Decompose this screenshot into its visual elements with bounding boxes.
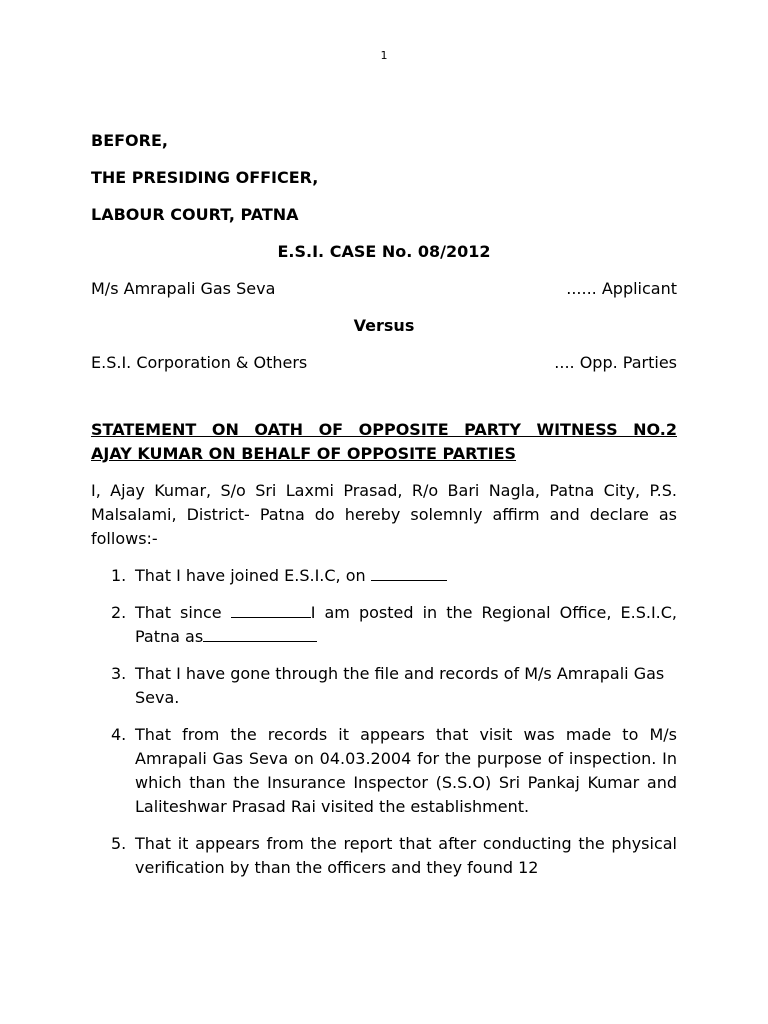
item-text: That it appears from the report that after conducting the physical verification by than the officers and they found 12 [135,834,677,877]
list-item [111,564,677,588]
item-text: That from the records it appears that visit was made to M/s Amrapali Gas Seva on 04.03.2004 for the purpose of inspection. In which than the Insurance Inspector (S.S.O) Sri Pankaj Kumar and Laliteshwar Prasad Rai visited the establishment. [135,725,677,816]
document-body [91,129,677,893]
blank-line [231,601,311,618]
item-text: I am posted in the Regional Office, E.S.I.C, Patna as [135,603,678,646]
applicant-name: M/s Amrapali Gas Seva [91,279,276,298]
applicant-role: ...... Applicant [566,279,677,298]
case-number: E.S.I. CASE No. 08/2012 [277,242,491,261]
item-text: That I have gone through the file and records of M/s Amrapali Gas Seva. [135,664,665,707]
opp-party-name: E.S.I. Corporation & Others [91,353,308,372]
versus-label: Versus [353,316,415,335]
item-text: That since [135,603,231,622]
list-item [111,662,677,710]
item-number: 3. [111,664,127,683]
statement-heading [91,418,677,466]
heading-line-1: STATEMENT ON OATH OF OPPOSITE PARTY WITNESS NO.2 [91,420,677,439]
opp-party-row [91,351,677,375]
applicant-row [91,277,677,301]
item-number: 2. [111,603,127,622]
blank-line [371,564,447,581]
page-number: 1 [380,49,388,62]
heading-line-2: AJAY KUMAR ON BEHALF OF OPPOSITE PARTIES [91,444,517,463]
item-text: That I have joined E.S.I.C, on [135,566,371,585]
item-number: 4. [111,725,127,744]
blank-line [203,625,317,642]
list-item [111,601,678,649]
header-before: BEFORE, [91,131,168,150]
header-officer: THE PRESIDING OFFICER, [91,168,319,187]
list-item [111,723,677,819]
statement-list [91,564,677,880]
opp-party-role: .... Opp. Parties [554,353,677,372]
item-number: 5. [111,834,127,853]
intro-paragraph: I, Ajay Kumar, S/o Sri Laxmi Prasad, R/o Bari Nagla, Patna City, P.S. Malsalami, District- Patna do hereby solemnly affirm and declare as follows:- [91,481,677,548]
list-item [111,832,677,880]
item-number: 1. [111,566,127,585]
header-court: LABOUR COURT, PATNA [91,205,299,224]
